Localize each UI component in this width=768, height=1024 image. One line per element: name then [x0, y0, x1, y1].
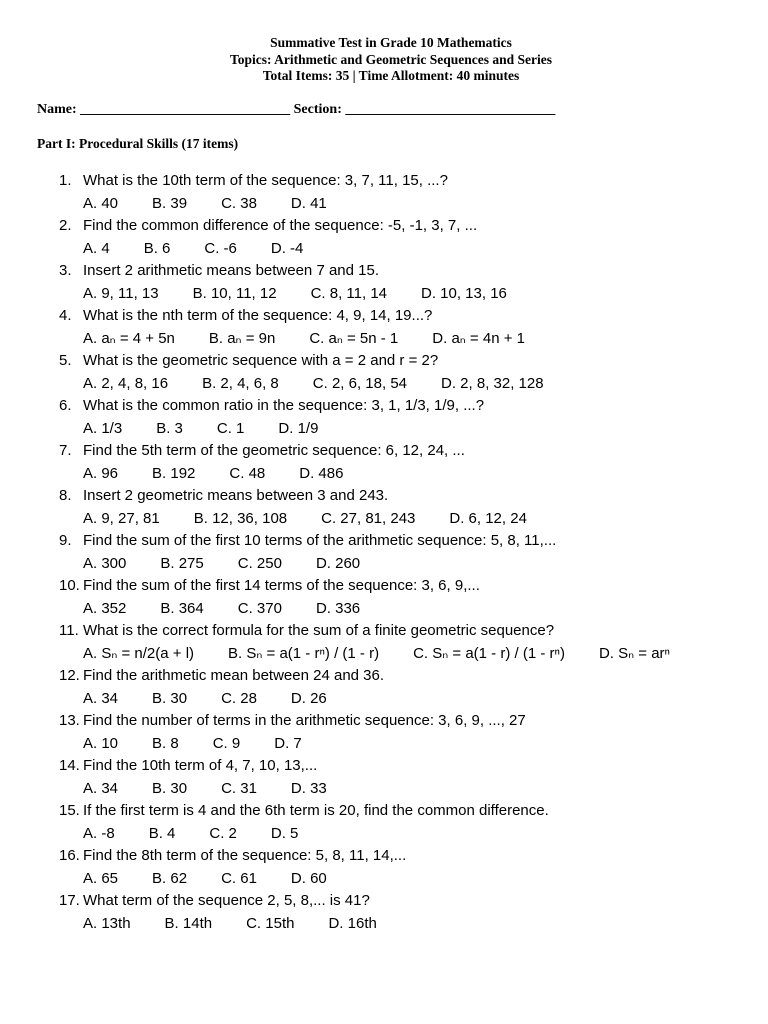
answer-option: A. 34 [83, 689, 119, 707]
name-section-line: Name: ______________________________ Section: ______________________________ [37, 102, 556, 117]
answer-option: C. aₙ = 5n - 1 [309, 329, 399, 347]
answer-option: C. 27, 81, 243 [321, 509, 416, 527]
question-item [0, 620, 768, 665]
question-number: 12. [59, 667, 80, 684]
answer-options [83, 508, 561, 531]
answer-option: D. 7 [274, 734, 302, 752]
question-number: 2. [59, 217, 72, 234]
answer-option: A. 4 [83, 239, 110, 257]
answer-option: B. 10, 11, 12 [192, 284, 277, 302]
answer-options [83, 418, 352, 441]
question-text: Find the 5th term of the geometric sequence: 6, 12, 24, ... [83, 442, 465, 459]
answer-options [83, 868, 361, 891]
question-text: What is the geometric sequence with a = 2 and r = 2? [83, 352, 439, 369]
question-text: Insert 2 arithmetic means between 7 and 15. [83, 262, 380, 279]
answer-option: C. 48 [229, 464, 266, 482]
question-number: 11. [59, 622, 79, 639]
question-text: What is the correct formula for the sum of a finite geometric sequence? [83, 622, 555, 639]
answer-options [83, 283, 541, 306]
answer-option: B. 8 [152, 734, 179, 752]
answer-option: B. 12, 36, 108 [193, 509, 288, 527]
answer-options [83, 778, 361, 801]
question-item [0, 530, 768, 575]
question-number: 14. [59, 757, 80, 774]
answer-option: C. 28 [221, 689, 257, 707]
question-number: 6. [59, 397, 72, 414]
question-text: What term of the sequence 2, 5, 8,... is 41? [83, 892, 370, 909]
answer-options [83, 598, 394, 621]
answer-option: D. 16th [328, 914, 377, 932]
question-text: Insert 2 geometric means between 3 and 243. [83, 487, 389, 504]
answer-option: C. 250 [237, 554, 282, 572]
answer-option: C. 15th [246, 914, 295, 932]
answer-option: D. 26 [290, 689, 327, 707]
answer-option: D. -4 [270, 239, 304, 257]
answer-option: B. 30 [152, 689, 188, 707]
answer-option: A. 1/3 [83, 419, 123, 437]
question-item [0, 890, 768, 935]
question-item [0, 710, 768, 755]
question-item [0, 665, 768, 710]
answer-options [83, 328, 559, 351]
question-item [0, 395, 768, 440]
answer-option: B. 364 [160, 599, 204, 617]
question-text: What is the 10th term of the sequence: 3, 7, 11, 15, ...? [83, 172, 448, 189]
test-topics: Topics: Arithmetic and Geometric Sequences and Series [230, 51, 552, 67]
question-number: 16. [59, 847, 80, 864]
answer-option: A. 9, 11, 13 [83, 284, 159, 302]
answer-option: A. 300 [83, 554, 127, 572]
question-text: Find the common difference of the sequence: -5, -1, 3, 7, ... [83, 217, 478, 234]
answer-option: D. 60 [290, 869, 327, 887]
question-text: Find the arithmetic mean between 24 and 36. [83, 667, 385, 684]
answer-option: D. 41 [290, 194, 327, 212]
question-item [0, 170, 768, 215]
answer-option: C. 9 [212, 734, 241, 752]
question-number: 1. [59, 172, 72, 189]
question-item [0, 845, 768, 890]
question-text: If the first term is 4 and the 6th term is 20, find the common difference. [83, 802, 549, 819]
answer-option: C. 370 [237, 599, 282, 617]
answer-option: B. Sₙ = a(1 - rⁿ) / (1 - r) [228, 644, 380, 662]
answer-option: A. 65 [83, 869, 119, 887]
answer-options [83, 643, 704, 666]
question-number: 8. [59, 487, 72, 504]
answer-option: D. 33 [290, 779, 327, 797]
answer-option: D. 260 [315, 554, 361, 572]
question-item [0, 305, 768, 350]
question-number: 3. [59, 262, 72, 279]
answer-option: C. 61 [221, 869, 257, 887]
answer-option: A. 352 [83, 599, 127, 617]
answer-options [83, 238, 337, 261]
answer-option: B. 3 [156, 419, 183, 437]
answer-options [83, 463, 377, 486]
answer-option: A. aₙ = 4 + 5n [83, 329, 175, 347]
answer-option: A. 9, 27, 81 [83, 509, 160, 527]
answer-option: B. 30 [152, 779, 188, 797]
answer-option: C. 8, 11, 14 [310, 284, 387, 302]
question-item [0, 755, 768, 800]
question-text: Find the number of terms in the arithmetic sequence: 3, 6, 9, ..., 27 [83, 712, 526, 729]
answer-option: D. aₙ = 4n + 1 [432, 329, 525, 347]
answer-option: A. 10 [83, 734, 119, 752]
part1-title: Part I: Procedural Skills (17 items) [37, 136, 239, 151]
question-item [0, 485, 768, 530]
question-number: 17. [59, 892, 80, 909]
question-number: 9. [59, 532, 72, 549]
answer-options [83, 823, 332, 846]
answer-option: C. Sₙ = a(1 - r) / (1 - rⁿ) [413, 644, 565, 662]
answer-option: C. 1 [216, 419, 245, 437]
answer-option: B. 14th [164, 914, 213, 932]
answer-option: D. 6, 12, 24 [449, 509, 527, 527]
answer-option: D. 336 [315, 599, 361, 617]
answer-options [83, 913, 411, 936]
answer-option: B. 39 [152, 194, 188, 212]
answer-option: B. 192 [152, 464, 196, 482]
answer-options [83, 553, 394, 576]
answer-options [83, 688, 361, 711]
question-text: Find the sum of the first 14 terms of the sequence: 3, 6, 9,... [83, 577, 480, 594]
question-item [0, 350, 768, 395]
answer-option: B. 6 [143, 239, 171, 257]
question-item [0, 215, 768, 260]
answer-option: C. 31 [221, 779, 257, 797]
question-number: 5. [59, 352, 72, 369]
answer-option: A. 96 [83, 464, 119, 482]
answer-option: C. 2 [209, 824, 237, 842]
answer-option: C. -6 [204, 239, 237, 257]
answer-option: A. 40 [83, 194, 119, 212]
answer-option: D. 10, 13, 16 [421, 284, 507, 302]
answer-option: D. 1/9 [278, 419, 319, 437]
answer-options [83, 373, 578, 396]
test-header [0, 35, 768, 85]
answer-option: A. 13th [83, 914, 131, 932]
answer-option: D. 2, 8, 32, 128 [441, 374, 544, 392]
question-item [0, 440, 768, 485]
answer-option: A. Sₙ = n/2(a + l) [83, 644, 195, 662]
question-number: 7. [59, 442, 72, 459]
question-text: Find the 8th term of the sequence: 5, 8, 11, 14,... [83, 847, 407, 864]
question-item [0, 575, 768, 620]
question-text: Find the sum of the first 10 terms of the arithmetic sequence: 5, 8, 11,... [83, 532, 557, 549]
answer-option: B. 62 [152, 869, 188, 887]
question-number: 15. [59, 802, 80, 819]
question-list [0, 170, 768, 935]
answer-option: B. 4 [148, 824, 176, 842]
question-item [0, 800, 768, 845]
answer-option: A. 2, 4, 8, 16 [83, 374, 169, 392]
test-title: Summative Test in Grade 10 Mathematics [270, 35, 512, 50]
answer-option: B. aₙ = 9n [208, 329, 276, 347]
answer-option: D. Sₙ = arⁿ [598, 644, 671, 662]
question-number: 13. [59, 712, 80, 729]
test-meta: Total Items: 35 | Time Allotment: 40 minutes [262, 68, 520, 83]
answer-option: A. 34 [83, 779, 119, 797]
answer-options [83, 193, 361, 216]
answer-option: C. 2, 6, 18, 54 [312, 374, 408, 392]
answer-option: B. 275 [160, 554, 204, 572]
answer-option: B. 2, 4, 6, 8 [202, 374, 279, 392]
question-text: What is the common ratio in the sequence: 3, 1, 1/3, 1/9, ...? [83, 397, 485, 414]
question-number: 10. [59, 577, 80, 594]
answer-option: D. 5 [270, 824, 299, 842]
question-number: 4. [59, 307, 72, 324]
answer-option: C. 38 [221, 194, 257, 212]
question-item [0, 260, 768, 305]
answer-options [83, 733, 336, 756]
answer-option: A. -8 [83, 824, 115, 842]
question-text: Find the 10th term of 4, 7, 10, 13,... [83, 757, 318, 774]
answer-option: D. 486 [299, 464, 344, 482]
question-text: What is the nth term of the sequence: 4, 9, 14, 19...? [83, 307, 433, 324]
